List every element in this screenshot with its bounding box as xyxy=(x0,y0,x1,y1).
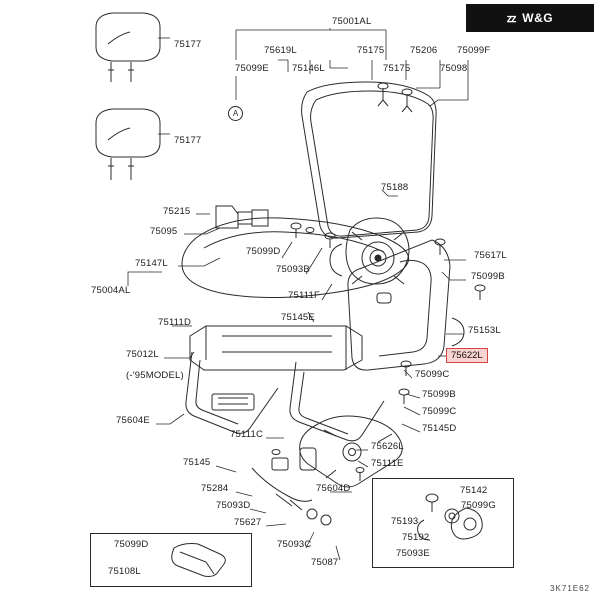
part-label: 75146L xyxy=(292,63,325,74)
part-label: 75206 xyxy=(410,45,438,56)
part-label: 75099C xyxy=(422,406,457,417)
part-label: 75175 xyxy=(357,45,385,56)
drawing-number: 3K71E62 xyxy=(550,584,590,593)
part-label: 75215 xyxy=(163,206,191,217)
watermark-text: W&G xyxy=(522,11,554,25)
part-label: 75626L xyxy=(371,441,404,452)
part-label: 75093E xyxy=(396,548,430,559)
part-label: 75177 xyxy=(174,135,202,146)
part-label: 75001AL xyxy=(332,16,372,27)
part-label: 75099F xyxy=(457,45,491,56)
part-label: 75111E xyxy=(371,458,404,469)
part-label: 75627 xyxy=(234,517,262,528)
part-label: 75099B xyxy=(422,389,456,400)
part-label: 75093C xyxy=(277,539,312,550)
part-label: 75145D xyxy=(422,423,457,434)
part-label: 75111D xyxy=(158,317,192,328)
part-label: 75004AL xyxy=(91,285,131,296)
highlighted-part-label[interactable]: 75622L xyxy=(446,348,488,363)
part-label: 75604D xyxy=(316,483,351,494)
model-note: (-'95MODEL) xyxy=(126,370,184,381)
part-label: 75604E xyxy=(116,415,150,426)
part-label: 75145E xyxy=(281,312,315,323)
part-label: 75617L xyxy=(474,250,507,261)
watermark-badge xyxy=(466,4,594,32)
part-label: 75188 xyxy=(381,182,409,193)
part-label: 75099C xyxy=(415,369,450,380)
part-label: 75095 xyxy=(150,226,178,237)
part-label: 75145 xyxy=(183,457,211,468)
part-label: 75177 xyxy=(174,39,202,50)
part-label: 75087 xyxy=(311,557,339,568)
part-label: 75093D xyxy=(216,500,251,511)
part-label: 75108L xyxy=(108,566,141,577)
part-label: 75619L xyxy=(264,45,297,56)
part-label: 75099G xyxy=(461,500,497,511)
part-label: 75147L xyxy=(135,258,168,269)
part-label: 75099D xyxy=(114,539,149,550)
part-label: 75099D xyxy=(246,246,281,257)
part-label: 75193 xyxy=(391,516,419,527)
part-label: 75012L xyxy=(126,349,159,360)
part-label: 75111C xyxy=(230,429,264,440)
part-label: 75192 xyxy=(402,532,430,543)
part-label: 75284 xyxy=(201,483,229,494)
part-label: 75093B xyxy=(276,264,310,275)
zigzag-icon: ⴭⴭ xyxy=(506,12,516,25)
part-label: 75111F xyxy=(288,290,321,301)
part-label: 75175 xyxy=(383,63,411,74)
part-label: 75099E xyxy=(235,63,269,74)
part-label: 75142 xyxy=(460,485,488,496)
part-label: 75153L xyxy=(468,325,501,336)
part-label: 75099B xyxy=(471,271,505,282)
section-marker-a: A xyxy=(228,106,243,121)
part-label: 75098 xyxy=(440,63,468,74)
